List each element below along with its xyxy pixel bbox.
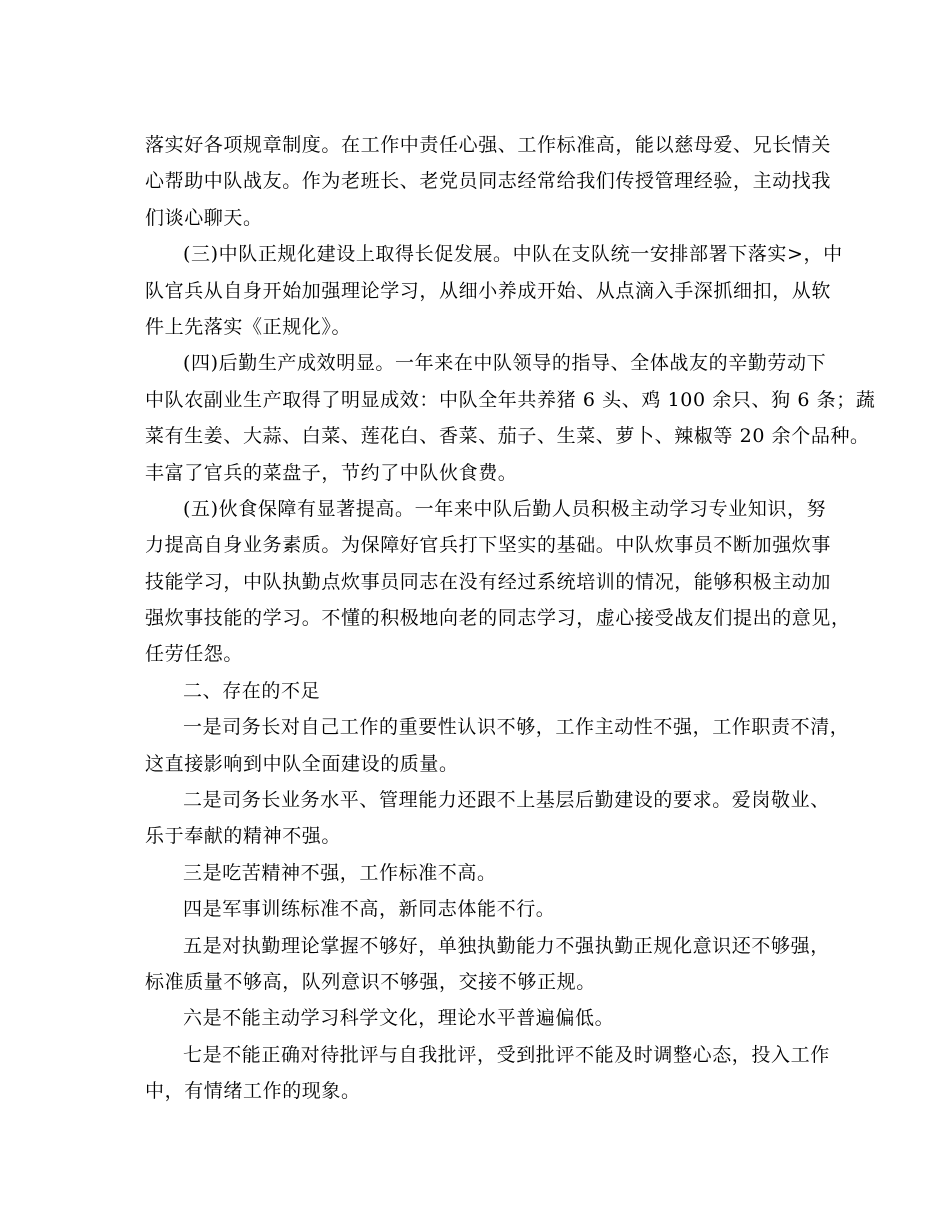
text-line: 六是不能主动学习科学文化，理论水平普遍偏低。 [183,1007,615,1030]
text-line: 们谈心聊天。 [145,206,263,229]
text-line: 二是司务长业务水平、管理能力还跟不上基层后勤建设的要求。爱岗敬业、 [183,789,830,812]
text-line: 丰富了官兵的菜盘子，节约了中队伙食费。 [145,461,518,484]
text-line: 七是不能正确对待批评与自我批评，受到批评不能及时调整心态，投入工作 [183,1043,830,1066]
text-line: 任劳任怨。 [145,643,244,666]
text-line: 这直接影响到中队全面建设的质量。 [145,752,459,775]
text-line: 菜有生姜、大蒜、白菜、莲花白、香菜、茄子、生菜、萝卜、辣椒等 20 余个品种。 [145,425,870,448]
text-line: 心帮助中队战友。作为老班长、老党员同志经常给我们传授管理经验，主动找我 [145,170,832,193]
text-line: 乐于奉献的精神不强。 [145,825,342,848]
text-line: 落实好各项规章制度。在工作中责任心强、工作标准高，能以慈母爱、兄长情关 [145,134,832,156]
text-line: 力提高自身业务素质。为保障好官兵打下坚实的基础。中队炊事员不断加强炊事 [145,534,832,557]
text-line: 中，有情绪工作的现象。 [145,1080,361,1103]
text-line: 中队农副业生产取得了明显成效：中队全年共养猪 6 头、鸡 100 余只、狗 6 条；蔬 [145,388,876,411]
text-line: 强炊事技能的学习。不懂的积极地向老的同志学习，虚心接受战友们提出的意见， [145,607,851,630]
document-body [145,127,876,1110]
text-line: (四)后勤生产成效明显。一年来在中队领导的指导、全体战友的辛勤劳动下 [183,352,827,375]
text-line: 四是军事训练标准不高，新同志体能不行。 [183,898,556,921]
text-line: 队官兵从自身开始加强理论学习，从细小养成开始、从点滴入手深抓细扣，从软 [145,279,832,302]
text-line: (三)中队正规化建设上取得长促发展。中队在支队统一安排部署下落实>，中 [183,243,843,266]
text-line: 五是对执勤理论掌握不够好，单独执勤能力不强执勤正规化意识还不够强， [183,934,830,957]
section-heading: 二、存在的不足 [183,679,321,702]
text-line: (五)伙食保障有显著提高。一年来中队后勤人员积极主动学习专业知识，努 [183,497,827,520]
text-line: 技能学习，中队执勤点炊事员同志在没有经过系统培训的情况，能够积极主动加 [145,570,832,593]
text-line: 标准质量不够高，队列意识不够强，交接不够正规。 [145,970,596,993]
text-line: 件上先落实《正规化》。 [145,315,352,338]
text-line: 三是吃苦精神不强，工作标准不高。 [183,861,497,884]
text-line: 一是司务长对自己工作的重要性认识不够，工作主动性不强，工作职责不清， [183,716,850,739]
